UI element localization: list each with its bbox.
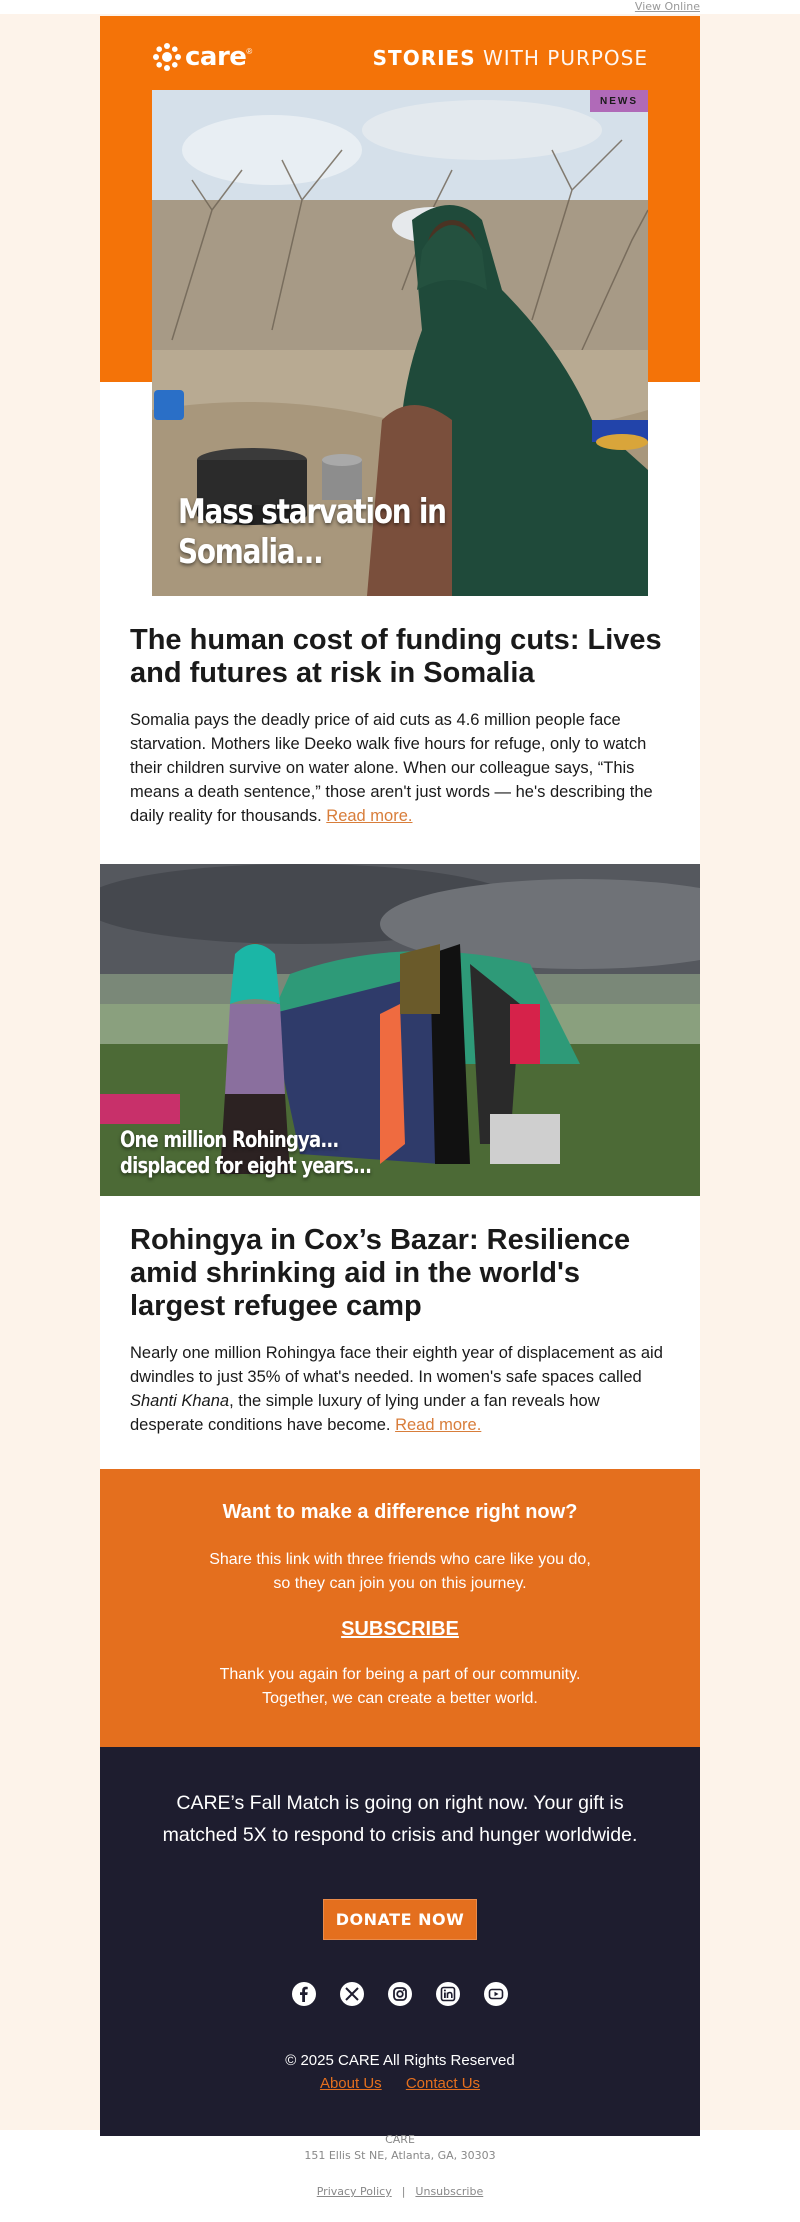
tagline-light: WITH PURPOSE: [475, 46, 648, 70]
donate-now-button[interactable]: DONATE NOW: [323, 1899, 477, 1940]
x-icon[interactable]: [340, 1982, 364, 2006]
story-somalia-read-more-link[interactable]: Read more.: [326, 807, 413, 825]
legal-separator: |: [401, 2185, 406, 2198]
story-somalia: [100, 612, 700, 864]
subscribe-link[interactable]: SUBSCRIBE: [341, 1618, 459, 1640]
address-org: CARE: [385, 2133, 415, 2146]
contact-us-link[interactable]: Contact Us: [405, 2075, 481, 2092]
about-us-link[interactable]: About Us: [319, 2075, 382, 2092]
story-rohingya-body: [130, 1341, 670, 1437]
logo-text: care: [185, 42, 247, 72]
story-somalia-title[interactable]: The human cost of funding cuts: Lives and futures at risk in Somalia: [130, 624, 662, 689]
footer-links: [140, 2075, 660, 2092]
linkedin-icon[interactable]: [436, 1982, 460, 2006]
story-somalia-body: [130, 708, 670, 828]
hero-image[interactable]: [152, 90, 648, 596]
rohingya-caption-line2: displaced for eight years...: [120, 1154, 372, 1179]
footer-dark: [100, 1747, 700, 2136]
story-rohingya-text-2: , the simple luxury of lying under a fan reveals how desperate conditions have become.: [130, 1392, 600, 1434]
rohingya-photo[interactable]: [100, 864, 700, 1196]
cta-line1: Share this link with three friends who care like you do,: [209, 1551, 591, 1568]
story-rohingya-italic: Shanti Khana: [130, 1392, 230, 1410]
email-container: [100, 16, 700, 2136]
facebook-icon[interactable]: [292, 1982, 316, 2006]
cta-line2: so they can join you on this journey.: [273, 1575, 527, 1592]
story-rohingya: [100, 1196, 700, 1469]
cta-section: [100, 1469, 700, 1747]
story-somalia-text: Somalia pays the deadly price of aid cuts as 4.6 million people face starvation. Mothers like Deeko walk five hours for refuge, only to watch their children survive on water alone. When our colleague says, “This means a death sentence,” those aren't just words — he's describing the daily reality for thousands.: [130, 711, 653, 825]
legal-links: [0, 2184, 800, 2200]
view-online-link[interactable]: View Online: [634, 0, 700, 13]
header: [100, 16, 700, 572]
rohingya-photo-caption: [120, 1128, 371, 1180]
story-rohingya-title[interactable]: Rohingya in Cox’s Bazar: Resilience amid shrinking aid in the world's largest refugee camp: [130, 1224, 631, 1322]
tagline-bold: STORIES: [372, 46, 476, 70]
rohingya-caption-line1: One million Rohingya...: [120, 1128, 339, 1153]
fall-match-text: CARE’s Fall Match is going on right now. Your gift is matched 5X to respond to crisis and hunger worldwide.: [162, 1792, 638, 1846]
cta-heading: Want to make a difference right now?: [222, 1501, 578, 1523]
unsubscribe-link[interactable]: Unsubscribe: [415, 2185, 484, 2198]
youtube-icon[interactable]: [484, 1982, 508, 2006]
story-rohingya-text-1: Nearly one million Rohingya face their eighth year of displacement as aid dwindles to just 35% of what's needed. In women's safe spaces called: [130, 1344, 663, 1386]
address-block: [0, 2132, 800, 2200]
cta-thanks1: Thank you again for being a part of our community.: [219, 1666, 581, 1683]
story-rohingya-read-more-link[interactable]: Read more.: [395, 1416, 482, 1434]
logo-registered: ®: [246, 46, 253, 56]
address-street: 151 Ellis St NE, Atlanta, GA, 30303: [304, 2149, 496, 2162]
privacy-policy-link[interactable]: Privacy Policy: [316, 2185, 392, 2198]
instagram-icon[interactable]: [388, 1982, 412, 2006]
top-bar: [0, 0, 800, 14]
care-logo[interactable]: [152, 42, 252, 72]
social-links: [140, 1982, 660, 2006]
tagline: [373, 46, 648, 70]
care-sunburst-icon: [152, 42, 182, 72]
news-badge: NEWS: [590, 90, 648, 112]
hero-caption: Mass starvation in Somalia...: [178, 492, 446, 572]
copyright-text: © 2025 CARE All Rights Reserved: [285, 2052, 515, 2069]
cta-thanks2: Together, we can create a better world.: [262, 1690, 538, 1707]
